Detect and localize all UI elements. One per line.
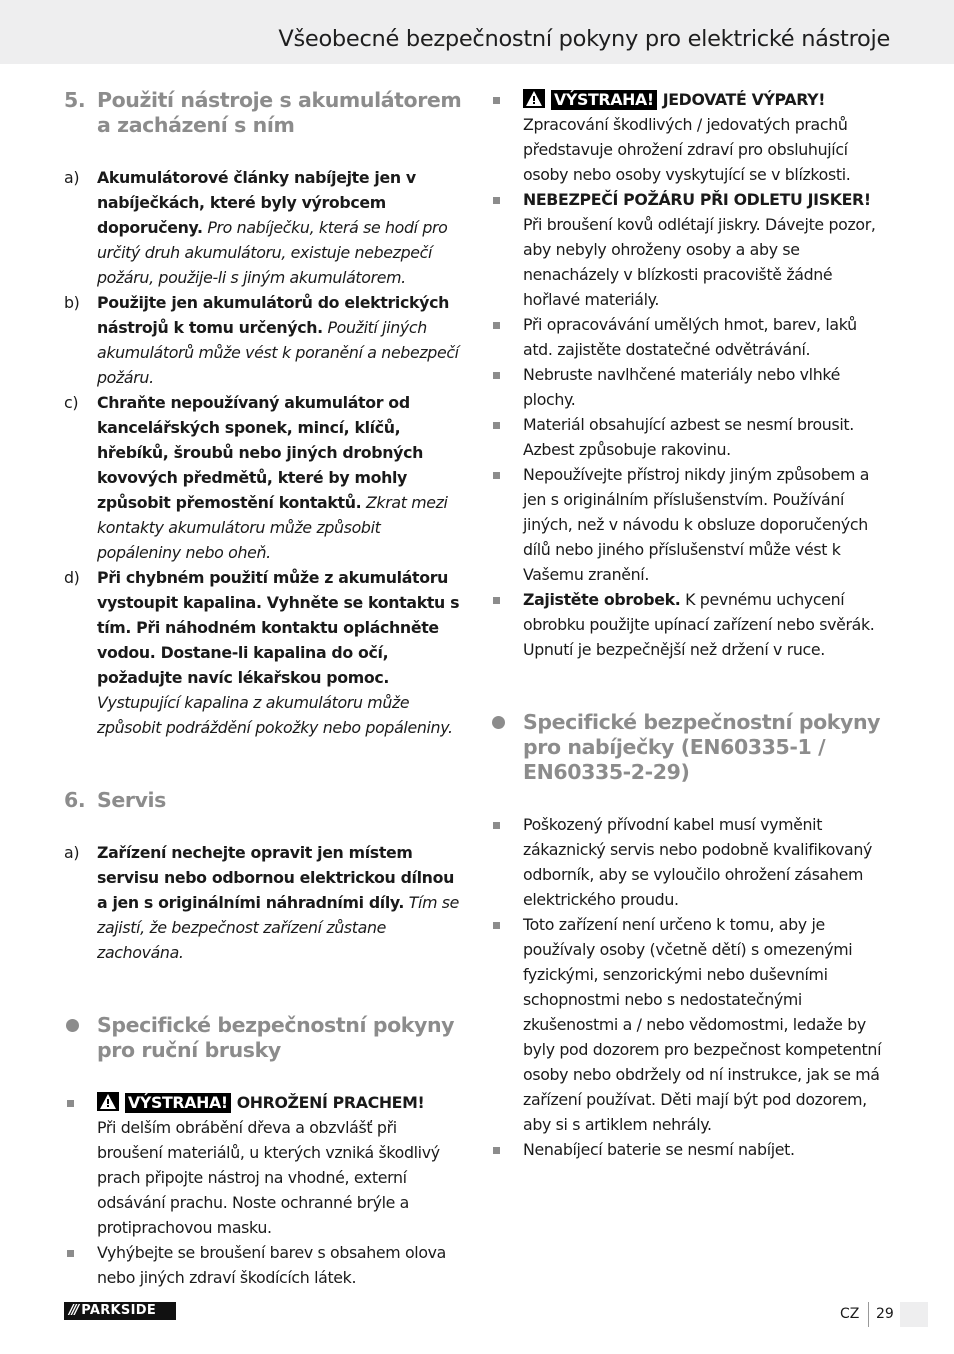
list-item: Materiál obsahující azbest se nesmí brousit. Azbest způsobuje rakovinu. [490,412,890,462]
section-5-heading [64,88,464,138]
bullet-square-icon [493,597,500,604]
section-6-heading [64,788,464,813]
list-item: Toto zařízení není určeno k tomu, aby je používaly osoby (včetně dětí) s omezenými fyzickými, senzorickými nebo duševními schopnostmi nebo s nedostatečnými zkušenostmi a / nebo vědomostmi, ledaže by byly pod dozorem pro bezpečnost kompetentní osoby nebo obdržely od ní instrukce, jak se má zařízení používat. Děti mají být pod dozorem, aby si s artiklem nehrály. [490,912,890,1137]
footer-tab [900,1302,928,1327]
logo-stripes-icon: /// [69,1303,78,1318]
bullet-square-icon [493,822,500,829]
list-item: NEBEZPEČÍ POŽÁRU PŘI ODLETU JISKER! Při broušení kovů odlétají jiskry. Dávejte pozor, aby nebyly ohroženy osoby a aby se nenacházely v blízkosti pracoviště žádné hořlavé materiály. [490,187,890,312]
bullet-square-icon [493,472,500,479]
list-item: Nebruste navlhčené materiály nebo vlhké plochy. [490,362,890,412]
bullet-square-icon [493,322,500,329]
charger-heading [490,710,890,785]
page-number: 29 [876,1306,894,1322]
list-item [490,87,890,187]
left-column [64,84,464,1290]
warning-text: Při delším obrábění dřeva a obzvlášť při broušení materiálů, u kterých vzniká škodlivý prach připojte nástroj na vhodné, externí odsávání prachu. Noste ochranné brýle a protiprachovou masku. [97,1118,440,1237]
list-item: a) Akumulátorové články nabíjejte jen v nabíječkách, které byly výrobcem doporučeny. Pro nabíječku, která se hodí pro určitý druh akumulátoru, existuje nebezpečí požáru, použije-li s jiným akumulátorem. [64,168,448,287]
section-number: 6. [64,788,86,812]
bullet-square-icon [493,372,500,379]
warning-label: VÝSTRAHA! [125,1093,231,1113]
bullet-square-icon [493,197,500,204]
list-item: Poškozený přívodní kabel musí vyměnit zákaznický servis nebo podobně kvalifikovaný odborník, aby se vyloučilo ohrožení zásahem elektrického proudu. [490,812,890,912]
bullet-dot-icon [66,1019,79,1032]
bullet-square-icon [493,1147,500,1154]
page-header [0,0,954,64]
warning-heading: OHROŽENÍ PRACHEM! [236,1093,425,1112]
list-item: c) Chraňte nepoužívaný akumulátor od kancelářských sponek, mincí, klíčů, hřebíků, šroubů nebo jiných drobných kovových předmětů, které by mohly způsobit přemostění kontaktů. Zkrat mezi kontakty akumulátoru může způsobit popáleniny nebo oheň. [64,393,448,562]
section-title: Specifické bezpečnostní pokyny pro ruční brusky [97,1013,455,1062]
right-column [490,84,890,1162]
list-item [64,1090,464,1240]
list-item: Vyhýbejte se broušení barev s obsahem olova nebo jiných zdraví škodících látek. [64,1240,464,1290]
language-code: CZ [840,1306,860,1322]
list-item: Nenabíjecí baterie se nesmí nabíjet. [490,1137,890,1162]
warning-text: Zpracování škodlivých / jedovatých prachů představuje ohrožení zdraví pro obsluhující osoby nebo osoby vyskytující se v blízkosti. [523,115,851,184]
list-item: Zajistěte obrobek. K pevnému uchycení obrobku použijte upínací zařízení nebo svěrák. Upnutí je bezpečnější než držení v ruce. [490,587,890,662]
list-item: a) Zařízení nechejte opravit jen místem servisu nebo odbornou elektrickou dílnou a jen s originálními náhradními díly. Tím se zajistí, že bezpečnost zařízení zůstane zachována. [64,843,460,962]
section-number: 5. [64,88,86,112]
warning-triangle-icon [97,1092,119,1111]
grinder-heading [64,1013,464,1063]
brand-name: PARKSIDE [81,1303,157,1318]
bullet-square-icon [493,422,500,429]
warning-triangle-icon [523,89,545,108]
warning-heading: JEDOVATÉ VÝPARY! [662,90,826,109]
bullet-square-icon [493,922,500,929]
section-title: Použití nástroje s akumulátorem a zacházení s ním [97,88,462,137]
list-item: Při opracovávání umělých hmot, barev, laků atd. zajistěte dostatečné odvětrávání. [490,312,890,362]
page-title: Všeobecné bezpečnostní pokyny pro elektrické nástroje [278,26,890,52]
warning-label: VÝSTRAHA! [551,90,657,110]
list-item: Nepoužívejte přístroj nikdy jiným způsobem a jen s originálním příslušenstvím. Používání jiných, než v návodu k obsluze doporučených dílů nebo jiného příslušenství může vést k Vašemu zranění. [490,462,890,587]
bullet-square-icon [67,1250,74,1257]
bullet-dot-icon [492,716,505,729]
parkside-logo [64,1302,176,1320]
section-title: Specifické bezpečnostní pokyny pro nabíječky (EN60335-1 / EN60335-2-29) [523,710,881,784]
list-item: b) Použijte jen akumulátorů do elektrických nástrojů k tomu určených. Použití jiných akumulátorů může vést k poranění a nebezpečí požáru. [64,293,459,387]
bullet-square-icon [67,1100,74,1107]
footer-divider [868,1302,869,1327]
bullet-square-icon [493,97,500,104]
section-title: Servis [97,788,166,812]
list-item: d) Při chybném použití může z akumulátoru vystoupit kapalina. Vyhněte se kontaktu s tím. Při náhodném kontaktu opláchněte vodou. Dostane-li kapalina do očí, požadujte navíc lékařskou pomoc. Vystupující kapalina z akumulátoru může způsobit podráždění pokožky nebo popáleniny. [64,568,460,737]
